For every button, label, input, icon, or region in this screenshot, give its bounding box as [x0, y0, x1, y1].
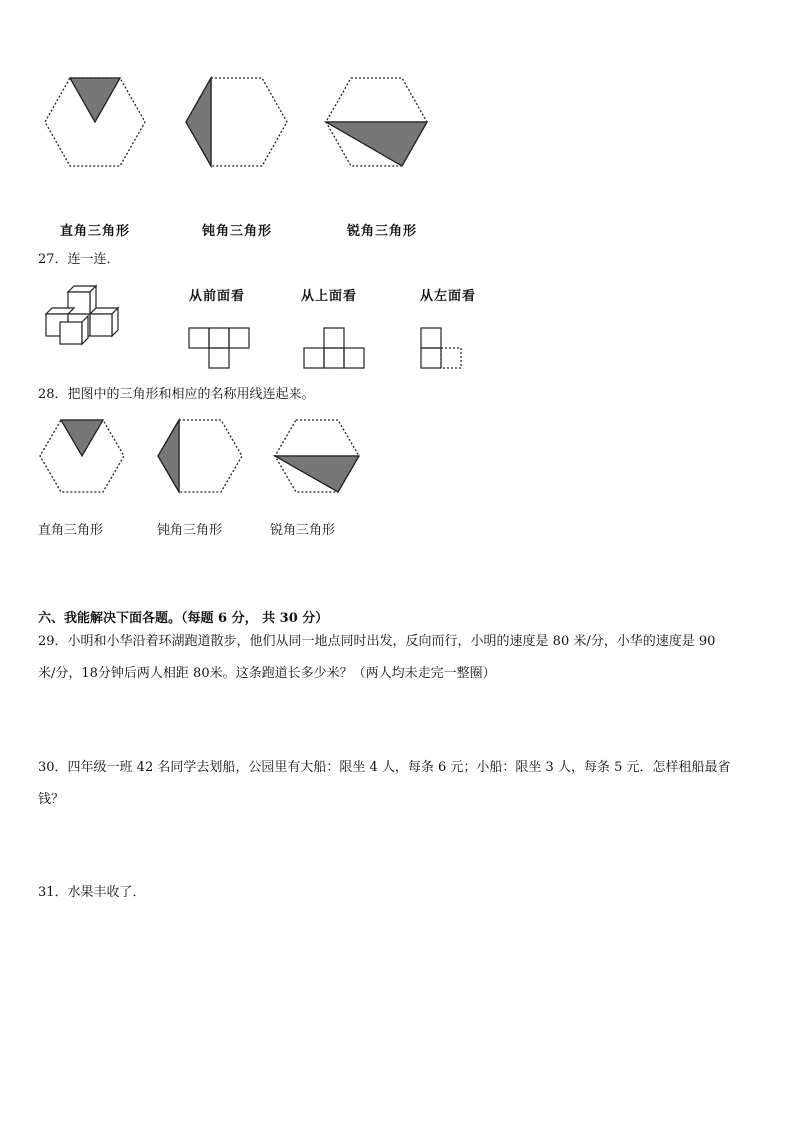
q28-label-obtuse-triangle: 钝角三角形	[157, 523, 223, 538]
q28-hexagon-obtuse-triangle	[158, 420, 242, 492]
section-6-title: 六、我能解决下面各题。（每题 6 分， 共 30 分）	[38, 611, 329, 626]
q28-label-right-triangle: 直角三角形	[38, 523, 104, 538]
question-28: 28．把图中的三角形和相应的名称用线连起来。	[38, 387, 315, 402]
question-30-line-1: 30．四年级一班 42 名同学去划船，公园里有大船：限坐 4 人，每条 6 元；小船：限坐 3 人，每条 5 元．怎样租船最省	[38, 760, 731, 775]
view-shape-top	[304, 328, 364, 368]
q28-hexagon-acute-triangle	[275, 420, 359, 492]
question-29-line-1: 29．小明和小华沿着环湖跑道散步，他们从同一地点同时出发，反向而行，小明的速度是 80 米/分，小华的速度是 90	[38, 634, 716, 649]
view-shape-left	[421, 328, 461, 368]
question-27: 27．连一连．	[38, 252, 120, 267]
hexagon-acute-triangle	[326, 78, 427, 166]
q28-label-acute-triangle: 锐角三角形	[270, 523, 336, 538]
view-label-left: 从左面看	[420, 289, 477, 304]
question-30-line-2: 钱？	[38, 792, 65, 807]
top-label-acute-triangle: 锐角三角形	[347, 224, 418, 239]
q28-hexagon-figure	[0, 415, 794, 505]
q28-hexagon-right-triangle	[40, 420, 124, 492]
question-31: 31．水果丰收了．	[38, 885, 146, 900]
question-29-line-2: 米/分，18分钟后两人相距 80米。这条跑道长多少米？（两人均未走完一整圈）	[38, 666, 496, 681]
view-shapes	[0, 322, 794, 382]
top-label-right-triangle: 直角三角形	[60, 224, 131, 239]
view-shape-front	[189, 328, 249, 368]
hexagon-right-triangle	[45, 78, 145, 166]
view-label-front: 从前面看	[189, 289, 246, 304]
top-hexagon-figure	[0, 0, 794, 200]
hexagon-obtuse-triangle	[186, 78, 287, 166]
view-label-top: 从上面看	[301, 289, 358, 304]
top-label-obtuse-triangle: 钝角三角形	[202, 224, 273, 239]
